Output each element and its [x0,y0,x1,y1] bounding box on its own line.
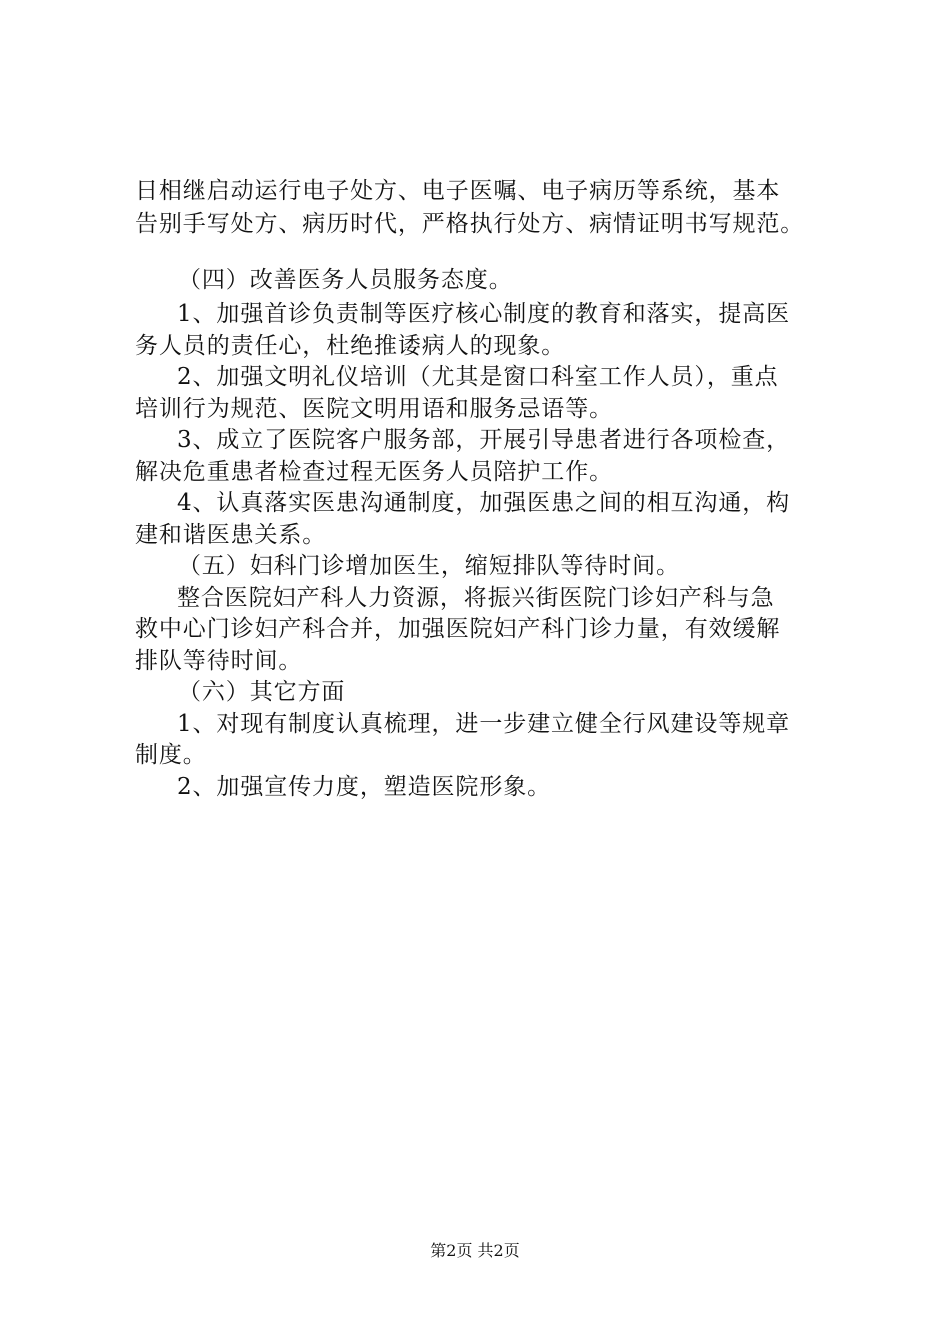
list-item-line: 1、对现有制度认真梳理，进一步建立健全行风建设等规章 [177,711,791,737]
list-item-line: 务人员的责任心，杜绝推诿病人的现象。 [135,333,566,359]
paragraph-line: 排队等待时间。 [135,648,303,674]
list-item-line: 建和谐医患关系。 [135,522,327,548]
section-heading-6: （六）其它方面 [178,679,346,705]
list-item-line: 1、加强首诊负责制等医疗核心制度的教育和落实，提高医 [177,301,791,327]
section-heading-5: （五）妇科门诊增加医生，缩短排队等待时间。 [178,553,680,579]
list-item-line: 解决危重患者检查过程无医务人员陪护工作。 [135,459,613,485]
list-item-line: 4、认真落实医患沟通制度，加强医患之间的相互沟通，构 [177,490,791,516]
paragraph-line: 整合医院妇产科人力资源，将振兴街医院门诊妇产科与急 [177,585,775,611]
paragraph-line: 告别手写处方、病历时代，严格执行处方、病情证明书写规范。 [135,211,805,237]
paragraph-line: 日相继启动运行电子处方、电子医嘱、电子病历等系统，基本 [135,178,781,204]
section-heading-4: （四）改善医务人员服务态度。 [178,267,513,293]
list-item-line: 2、加强宣传力度，塑造医院形象。 [177,774,552,800]
list-item-line: 制度。 [135,742,207,768]
list-item-line: 培训行为规范、医院文明用语和服务忌语等。 [135,396,613,422]
list-item-line: 3、成立了医院客户服务部，开展引导患者进行各项检查， [177,427,791,453]
list-item-line: 2、加强文明礼仪培训（尤其是窗口科室工作人员），重点 [177,364,779,390]
page-footer: 第2页 共2页 [430,1241,520,1260]
paragraph-line: 救中心门诊妇产科合并，加强医院妇产科门诊力量，有效缓解 [135,616,781,642]
